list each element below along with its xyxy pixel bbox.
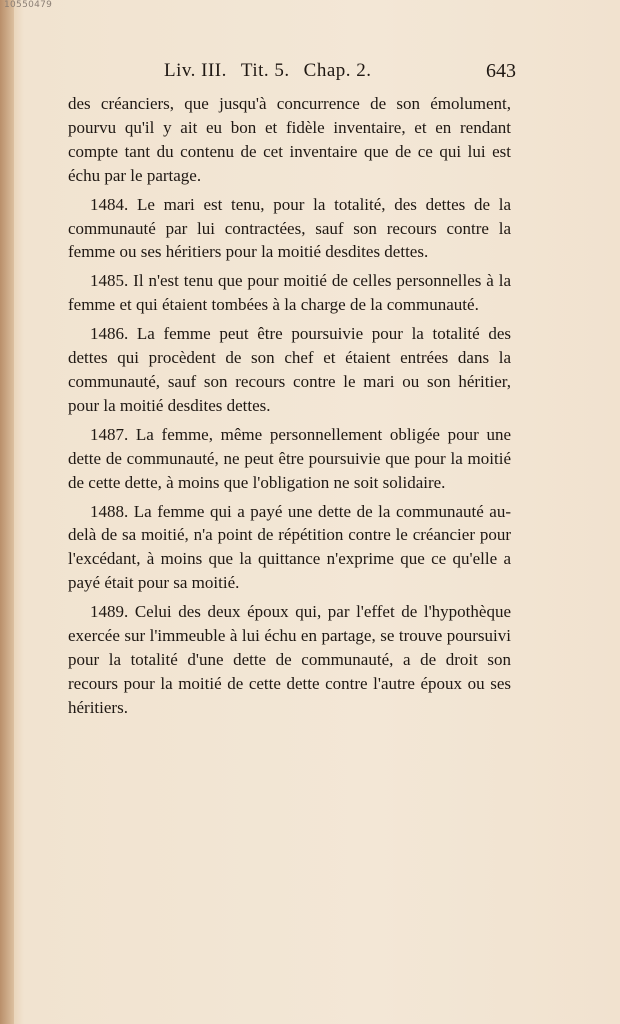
header-chapitre: Chap. 2. xyxy=(303,60,372,81)
running-header xyxy=(68,60,516,86)
body-text xyxy=(68,92,511,725)
article-1487: 1487. La femme, même personnellement obligée pour une dette de communauté, ne peut être poursuivie que pour la moitié de cette dette, à moins que l'obligation ne soit solidaire. xyxy=(68,424,511,492)
paragraph-continuation: des créanciers, que jusqu'à concurrence de son émolument, pourvu qu'il y ait eu bon et fidèle inventaire, et en rendant compte tant du contenu de cet inventaire que de ce qui lui est échu par le partage. xyxy=(68,94,511,185)
article-1486: 1486. La femme peut être poursuivie pour la totalité des dettes qui procèdent de son chef et étaient entrées dans la communauté, sauf son recours contre le mari ou son héritier, pour la moitié desdites dettes. xyxy=(68,324,511,415)
article-1485: 1485. Il n'est tenu que pour moitié de celles personnelles à la femme et qui étaient tombées à la charge de la communauté. xyxy=(68,271,511,315)
page-edge xyxy=(0,0,14,1024)
article-1489: 1489. Celui des deux époux qui, par l'effet de l'hypothèque exercée sur l'immeuble à lui échu en partage, se trouve poursuivi pour la totalité d'une dette de communauté, a de droit son recours pour la moitié de cette dette contre l'autre époux ou ses héritiers. xyxy=(68,602,511,717)
article-1484: 1484. Le mari est tenu, pour la totalité, des dettes de la communauté par lui contractées, sauf son recours contre la femme ou ses héritiers pour la moitié desdites dettes. xyxy=(68,194,511,262)
header-livre: Liv. III. xyxy=(164,60,227,81)
running-title xyxy=(164,60,386,82)
header-titre: Tit. 5. xyxy=(240,60,290,81)
article-1488: 1488. La femme qui a payé une dette de la communauté au-delà de sa moitié, n'a point de répétition contre le créancier pour l'excédant, à moins que la quittance n'exprime que ce qu'elle a payé était pour sa moitié. xyxy=(68,501,511,593)
scan-id: 10550479 xyxy=(4,0,53,10)
page-number: 643 xyxy=(486,60,516,82)
